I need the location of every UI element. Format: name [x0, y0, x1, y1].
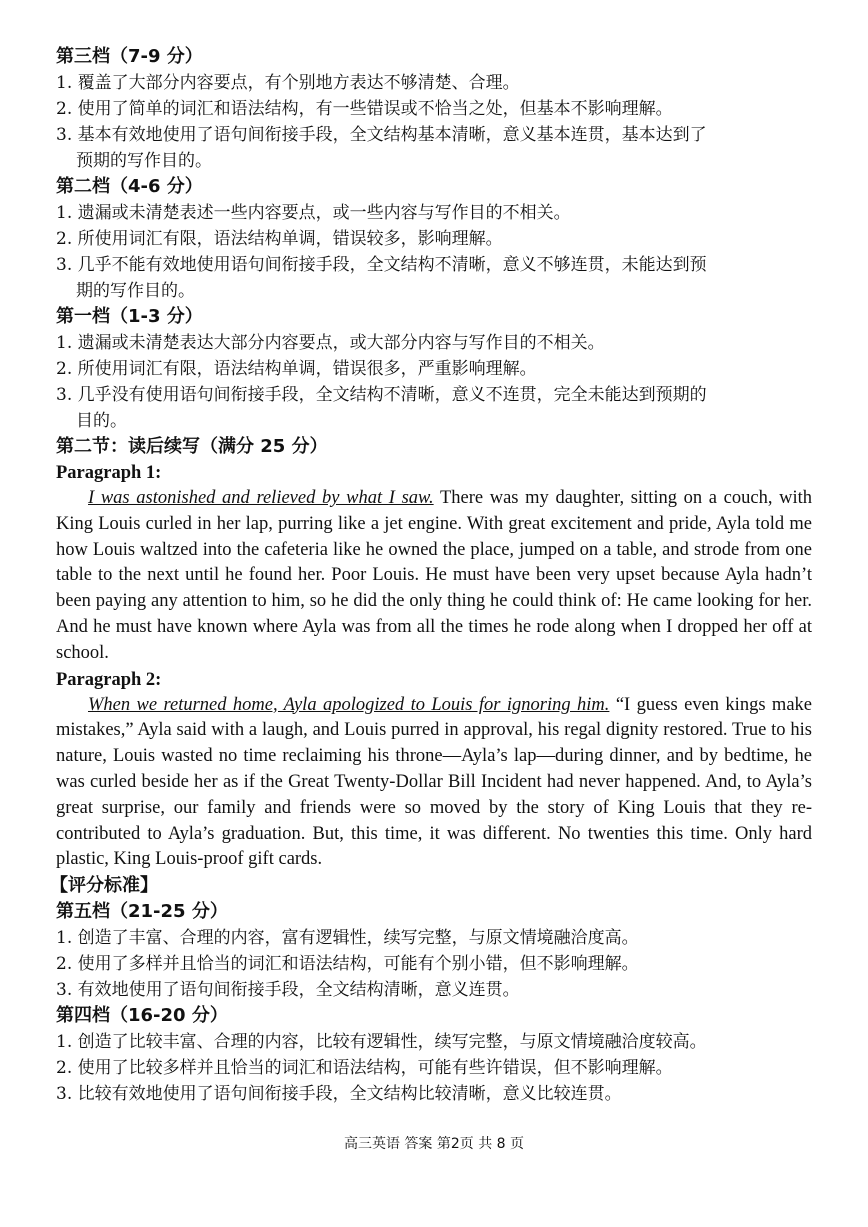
band2-item-3-line2: 期的写作目的。 — [76, 281, 195, 301]
band2-title: 第二档（4-6 分） — [56, 176, 203, 197]
paragraph1-body: There was my daughter, sitting on a couch, with King Louis curled in her lap, purring like a jet engine. With great excitement and pride, Ayla told me how Louis waltzed into the cafeteria like he owned the place, jumped on a table, and strode from one table to the next until he found her. Poor Louis. He must have been very upset because Ayla hadn’t been paying any attention to him, so he did the only thing he could think of: He came looking for her. And he must have known where Ayla was from all the times he rode along when I dropped her off at school. — [56, 488, 812, 663]
paragraph1-lead: I was astonished and relieved by what I saw. — [88, 488, 434, 508]
paragraph1-text — [56, 486, 812, 667]
band4-item-2: 2. 使用了比较多样并且恰当的词汇和语法结构，可能有些许错误，但不影响理解。 — [56, 1058, 673, 1079]
band4-title: 第四档（16-20 分） — [56, 1005, 228, 1027]
paragraph2-heading: Paragraph 2: — [56, 669, 162, 690]
band3-title: 第三档（7-9 分） — [56, 46, 203, 67]
band1-item-1: 1. 遗漏或未清楚表达大部分内容要点，或大部分内容与写作目的不相关。 — [56, 333, 605, 353]
paragraph2-body: “I guess even kings make mistakes,” Ayla said with a laugh, and Louis purred in approval, his regal dignity restored. True to his nature, Louis wasted no time reclaiming his throne—Ayla’s lap—during dinner, and by bedtime, he was curled beside her as if the Great Twenty-Dollar Bill Incident had never happened. And, to Ayla’s great surprise, our family and friends were so moved by the story of King Louis that they re-contributed to Ayla’s graduation. But, this time, it was different. No twenties this time. Only hard plastic, King Louis-proof gift cards. — [56, 694, 812, 870]
band1-item-3-line1: 3. 几乎没有使用语句间衔接手段，全文结构不清晰，意义不连贯，完全未能达到预期的 — [56, 385, 707, 405]
band4-item-1: 1. 创造了比较丰富、合理的内容，比较有逻辑性，续写完整，与原文情境融洽度较高。 — [56, 1032, 707, 1053]
band5-item-3: 3. 有效地使用了语句间衔接手段，全文结构清晰，意义连贯。 — [56, 980, 520, 1001]
band5-title: 第五档（21-25 分） — [56, 901, 228, 923]
band3-item-3-line2: 预期的写作目的。 — [76, 151, 212, 171]
paragraph2-lead: When we returned home, Ayla apologized to Louis for ignoring him. — [88, 694, 610, 715]
band1-item-2: 2. 所使用词汇有限，语法结构单调，错误很多，严重影响理解。 — [56, 359, 537, 379]
band2-item-1: 1. 遗漏或未清楚表述一些内容要点，或一些内容与写作目的不相关。 — [56, 203, 571, 223]
band1-item-3 — [56, 382, 812, 434]
band3-item-1: 1. 覆盖了大部分内容要点，有个别地方表达不够清楚、合理。 — [56, 73, 520, 93]
band2-item-2: 2. 所使用词汇有限，语法结构单调，错误较多，影响理解。 — [56, 229, 503, 249]
band5-item-2: 2. 使用了多样并且恰当的词汇和语法结构，可能有个别小错，但不影响理解。 — [56, 954, 639, 975]
band2-item-3-line1: 3. 几乎不能有效地使用语句间衔接手段，全文结构不清晰，意义不够连贯，未能达到预 — [56, 255, 707, 275]
band1-item-3-line2: 目的。 — [76, 411, 127, 431]
page-footer: 高三英语 答案 第2页 共 8 页 — [343, 1136, 525, 1152]
paragraph1-heading: Paragraph 1: — [56, 463, 162, 483]
band3-item-2: 2. 使用了简单的词汇和语法结构，有一些错误或不恰当之处，但基本不影响理解。 — [56, 99, 673, 119]
band3-item-3-line1: 3. 基本有效地使用了语句间衔接手段，全文结构基本清晰，意义基本连贯，基本达到了 — [56, 125, 707, 145]
criteria-title: 【评分标准】 — [50, 875, 158, 897]
band4-item-3: 3. 比较有效地使用了语句间衔接手段，全文结构比较清晰，意义比较连贯。 — [56, 1084, 622, 1105]
band1-title: 第一档（1-3 分） — [56, 306, 203, 327]
section2-title: 第二节：读后续写（满分 25 分） — [56, 436, 328, 457]
band3-item-3 — [56, 122, 812, 174]
paragraph2-text — [56, 693, 812, 874]
band5-item-1: 1. 创造了丰富、合理的内容，富有逻辑性，续写完整，与原文情境融洽度高。 — [56, 928, 639, 949]
band2-item-3 — [56, 252, 812, 304]
answer-page — [50, 44, 812, 1107]
